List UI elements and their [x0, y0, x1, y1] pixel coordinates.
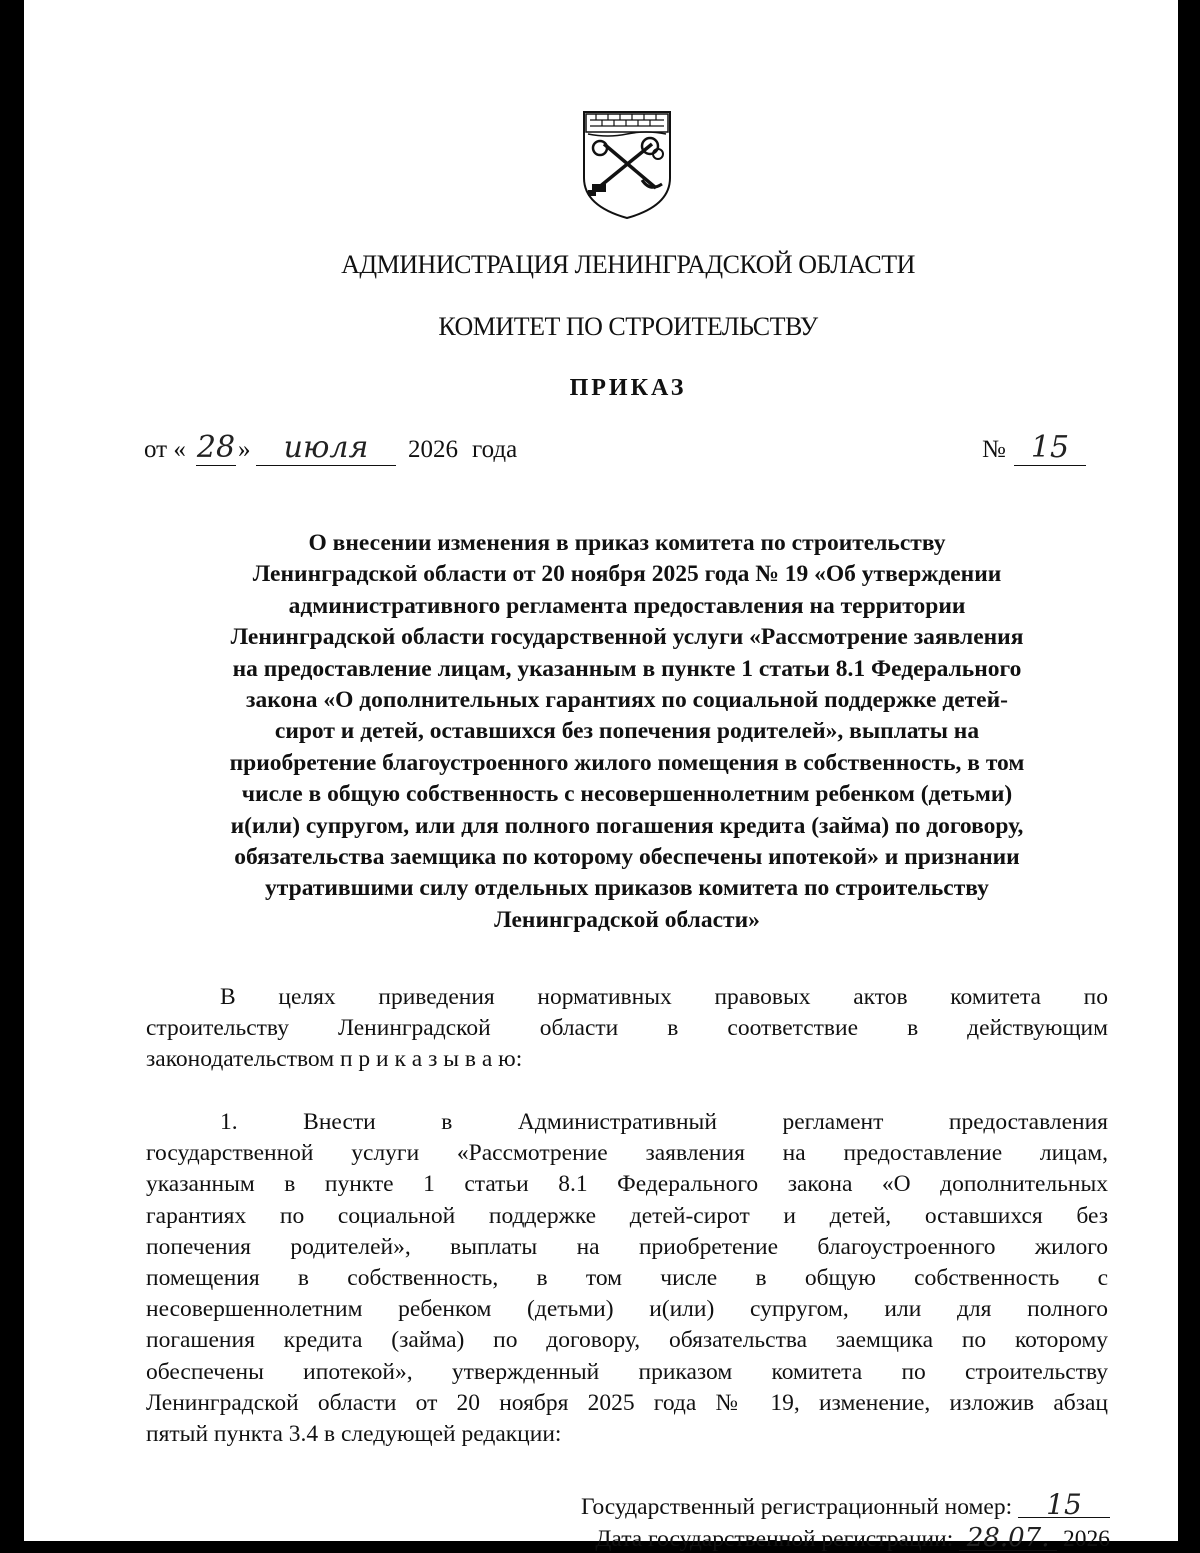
paragraph-line: погашения кредита (займа) по договору, обязательства заемщика по которому: [146, 1327, 1108, 1354]
title-line: административного регламента предоставления на территории: [288, 592, 966, 619]
paragraph-line: В целях приведения нормативных правовых актов комитета по: [220, 984, 1108, 1010]
coat-of-arms-icon: [578, 108, 676, 220]
registration-date-line: [595, 1523, 1110, 1553]
registration-number-line: [580, 1488, 1110, 1521]
paragraph-line: указанным в пункте 1 статьи 8.1 Федерального закона «О дополнительных: [146, 1171, 1108, 1198]
registration-date-label: Дата государственной регистрации:: [595, 1526, 954, 1552]
paragraph-line: несовершеннолетним ребенком (детьми) и(или) супругом, или для полного: [146, 1296, 1108, 1323]
administration-name: АДМИНИСТРАЦИЯ ЛЕНИНГРАДСКОЙ ОБЛАСТИ: [341, 250, 915, 279]
preamble-paragraph: [146, 982, 1108, 1076]
paragraph-line: 1. Внести в Административный регламент предоставления: [220, 1109, 1108, 1135]
title-line: утратившими силу отдельных приказов комитета по строительству: [265, 875, 989, 902]
document-type: ПРИКАЗ: [569, 375, 687, 401]
title-line: приобретение благоустроенного жилого помещения в собственность, в том: [229, 749, 1025, 776]
registration-number-label: Государственный регистрационный номер:: [580, 1494, 1013, 1520]
item-1-paragraph: [146, 1107, 1108, 1450]
number-label: №: [982, 436, 1006, 463]
handwritten-registration-date: 28.07.: [959, 1526, 1057, 1551]
title-line: Ленинградской области государственной услуги «Рассмотрение заявления: [230, 624, 1024, 651]
paragraph-line: пятый пункта 3.4 в следующей редакции:: [146, 1421, 562, 1448]
title-line: Ленинградской области от 20 ноября 2025 года № 19 «Об утверждении: [252, 561, 1002, 588]
committee-name: КОМИТЕТ ПО СТРОИТЕЛЬСТВУ: [438, 312, 818, 341]
title-line: сирот и детей, оставшихся без попечения родителей», выплаты на: [274, 718, 980, 745]
scan-border-right: [1178, 0, 1200, 1553]
title-line: Ленинградской области»: [494, 906, 760, 933]
paragraph-line: гарантиях по социальной поддержке детей-сирот и детей, оставшихся без: [146, 1202, 1108, 1229]
title-line: О внесении изменения в приказ комитета по строительству: [308, 530, 946, 556]
date-suffix: года: [472, 436, 518, 463]
title-line: и(или) супругом, или для полного погашения кредита (займа) по договору,: [230, 812, 1024, 839]
date-mid: »: [238, 436, 251, 463]
date-year: 2026: [408, 436, 458, 463]
paragraph-line: Ленинградской области от 20 ноября 2025 года № 19, изменение, изложив абзац: [146, 1389, 1108, 1416]
handwritten-registration-number: 15: [1018, 1493, 1110, 1518]
handwritten-day: 28: [196, 430, 236, 465]
title-line: на предоставление лицам, указанным в пункте 1 статьи 8.1 Федерального: [232, 655, 1022, 682]
document-title: [152, 528, 1102, 936]
date-prefix: от «: [144, 436, 186, 463]
title-line: закона «О дополнительных гарантиях по социальной поддержке детей-: [246, 687, 1008, 714]
paragraph-line: законодательством п р и к а з ы в а ю:: [146, 1046, 523, 1073]
scan-border-left: [0, 0, 24, 1553]
registration-date-year: 2026: [1063, 1526, 1110, 1552]
paragraph-line: государственной услуги «Рассмотрение заявления на предоставление лицам,: [146, 1140, 1108, 1167]
paragraph-line: помещения в собственность, в том числе в общую собственность с: [146, 1265, 1108, 1292]
paragraph-line: строительству Ленинградской области в соответствие в действующим: [146, 1015, 1108, 1042]
handwritten-number: 15: [1014, 430, 1086, 466]
paragraph-line: попечения родителей», выплаты на приобретение благоустроенного жилого: [146, 1233, 1108, 1260]
date-line: [144, 430, 1094, 470]
title-line: обязательства заемщика по которому обеспечены ипотекой» и признании: [234, 844, 1020, 871]
paragraph-line: обеспечены ипотекой», утвержденный приказом комитета по строительству: [146, 1358, 1108, 1385]
handwritten-month: июля: [256, 430, 396, 466]
title-line: числе в общую собственность с несовершеннолетним ребенком (детьми): [241, 781, 1013, 808]
